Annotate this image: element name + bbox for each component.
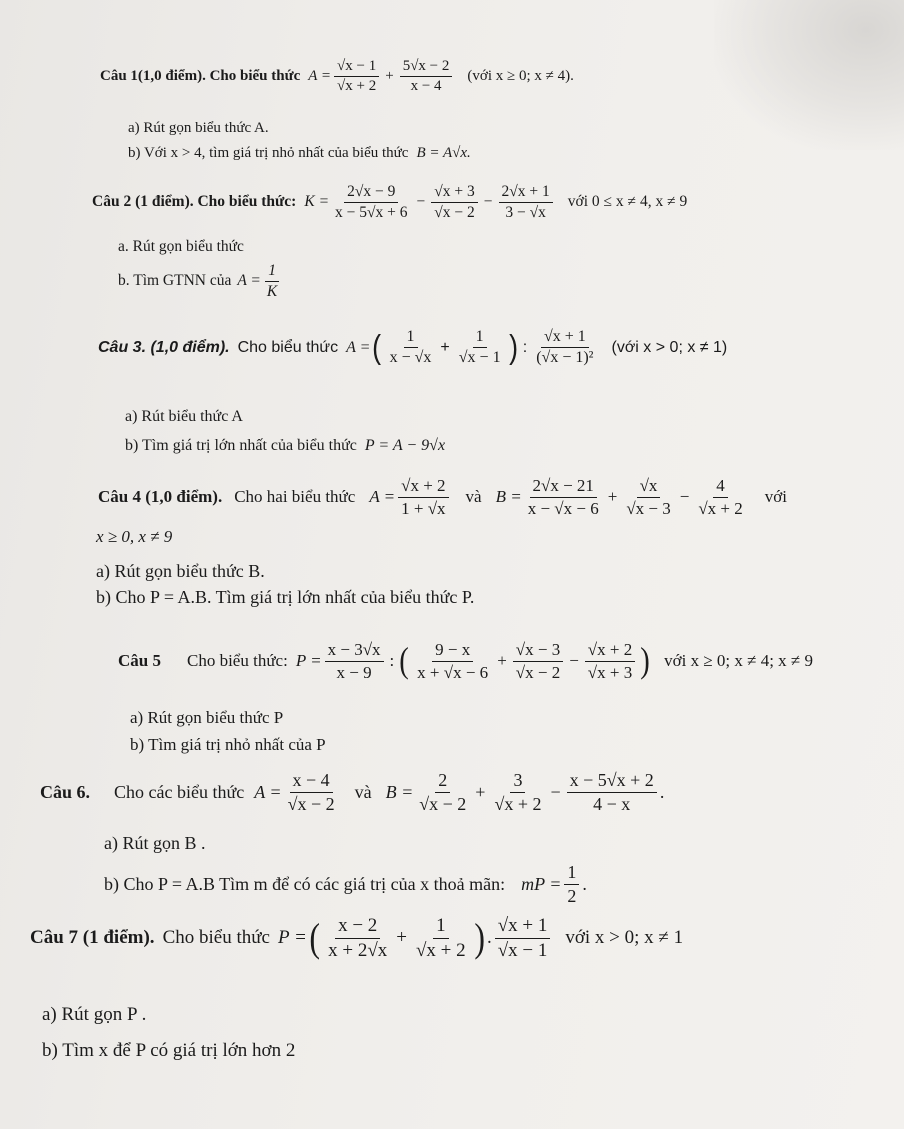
q4-fraction-a	[398, 476, 448, 518]
q7-part-b-text: b) Tìm x để P có giá trị lớn hơn 2	[42, 1040, 296, 1061]
q4-part-a-text: a) Rút gọn biểu thức B.	[96, 561, 265, 581]
plus-sign: +	[440, 338, 450, 356]
q3-f3-num: √x + 1	[541, 328, 589, 348]
q6-fraction-a	[285, 770, 338, 814]
period: .	[659, 781, 665, 802]
q6-f2-den: √x + 2	[494, 793, 542, 814]
q3-statement	[98, 328, 727, 368]
q4-fraction-2	[623, 476, 673, 518]
q4-fraction-1	[525, 476, 602, 518]
q6-part-b-fraction	[564, 862, 579, 906]
q7-f1-den: x + 2√x	[328, 939, 388, 961]
q4-with: với	[764, 487, 787, 507]
left-paren: (	[309, 915, 320, 961]
q3-f2-num: 1	[473, 328, 487, 348]
q6-fa-num: x − 4	[290, 770, 333, 793]
q6-part-a	[104, 833, 206, 854]
q2-fraction-1	[332, 183, 411, 222]
q6-part-b-lhs: mP =	[521, 873, 562, 894]
plus-sign: +	[385, 68, 394, 85]
q5-f0-num: x − 3√x	[325, 640, 384, 662]
q6-fraction-2	[491, 770, 544, 814]
q7-fraction-1	[325, 915, 390, 962]
q3-fraction-3	[533, 328, 596, 368]
q2-f1-num: 2√x − 9	[344, 183, 398, 203]
q2-part-a	[118, 238, 244, 256]
q7-f2-den: √x + 2	[415, 939, 466, 961]
q4-fa-den: 1 + √x	[401, 498, 446, 518]
q6-fraction-3	[567, 770, 657, 814]
q6-statement	[40, 770, 664, 814]
plus-sign: +	[497, 651, 507, 671]
q6-and: và	[354, 781, 372, 802]
q5-fraction-0	[325, 640, 384, 682]
q6-b-den: 2	[567, 885, 577, 906]
q6-fraction-1	[416, 770, 469, 814]
left-paren: (	[399, 640, 409, 681]
q4-f2-den: √x − 3	[626, 498, 671, 518]
q5-intro: Cho biểu thức:	[186, 651, 288, 671]
q4-f3-den: √x + 2	[698, 498, 743, 518]
q5-part-a	[130, 708, 283, 728]
q2-part-b-text: b. Tìm GTNN của	[118, 272, 232, 290]
q1-part-b	[128, 145, 471, 162]
q6-part-b-text: b) Cho P = A.B Tìm m để có các giá trị của x thoả mãn:	[104, 873, 506, 894]
minus-sign: −	[569, 651, 579, 671]
q2-f3-den: 3 − √x	[505, 203, 546, 221]
q2-f1-den: x − 5√x + 6	[335, 203, 408, 221]
right-paren: )	[640, 640, 650, 681]
minus-sign: −	[679, 487, 690, 507]
plus-sign: +	[396, 927, 407, 949]
q1-condition: (với x ≥ 0; x ≠ 4).	[467, 68, 574, 85]
q1-fraction-2	[400, 58, 453, 96]
q3-part-a-text: a) Rút biểu thức A	[125, 408, 243, 425]
q4-f1-den: x − √x − 6	[527, 498, 599, 518]
q6-f1-num: 2	[435, 770, 450, 793]
q1-f2-num: 5√x − 2	[400, 58, 453, 77]
q5-condition: với x ≥ 0; x ≠ 4; x ≠ 9	[664, 651, 814, 671]
q3-f3-den: (√x − 1)²	[536, 349, 594, 367]
q5-part-a-text: a) Rút gọn biểu thức P	[130, 708, 284, 727]
q2-condition: với 0 ≤ x ≠ 4, x ≠ 9	[567, 193, 688, 211]
q3-intro: Cho biểu thức	[237, 338, 339, 356]
q4-f1-num: 2√x − 21	[530, 476, 597, 498]
q6-lhs-a: A =	[254, 781, 282, 802]
q1-part-a-text: a) Rút gọn biểu thức A.	[128, 120, 269, 136]
q6-title: Câu 6.	[40, 781, 91, 802]
q7-title: Câu 7 (1 điểm).	[30, 927, 155, 949]
q7-f1-num: x − 2	[335, 915, 380, 939]
q4-statement	[98, 476, 787, 518]
q3-lhs: A =	[346, 338, 371, 356]
q2-f2-num: √x + 3	[431, 183, 478, 203]
minus-sign: −	[483, 193, 493, 211]
q5-f2-den: √x − 2	[515, 662, 561, 682]
q4-condition: x ≥ 0, x ≠ 9	[96, 527, 173, 546]
q3-part-b	[125, 437, 445, 455]
q4-and: và	[465, 487, 482, 507]
q4-part-b	[96, 587, 474, 608]
q7-intro: Cho biểu thức	[162, 927, 270, 949]
q1-part-b-expr: B = A√x.	[416, 145, 471, 161]
q1-part-b-text: b) Với x > 4, tìm giá trị nhỏ nhất của biểu thức	[128, 145, 409, 161]
q6-f2-num: 3	[510, 770, 525, 793]
q5-f3-den: √x + 3	[587, 662, 633, 682]
q4-f3-num: 4	[713, 476, 728, 498]
q6-part-b	[104, 862, 587, 906]
q2-title: Câu 2 (1 điểm). Cho biểu thức:	[92, 193, 297, 211]
q7-statement	[30, 915, 683, 962]
q3-part-b-expr: P = A − 9√x	[364, 437, 446, 454]
q5-fraction-2	[513, 640, 563, 682]
q1-f1-den: √x + 2	[337, 78, 377, 95]
q4-fa-num: √x + 2	[398, 476, 448, 498]
q6-f1-den: √x − 2	[419, 793, 467, 814]
q6-part-a-text: a) Rút gọn B .	[104, 833, 206, 853]
q5-f2-num: √x − 3	[513, 640, 563, 662]
q2-f3-num: 2√x + 1	[499, 183, 553, 203]
q3-f1-den: x − √x	[389, 349, 432, 367]
q2-part-b-lhs: A =	[237, 272, 261, 290]
q6-intro: Cho các biểu thức	[114, 781, 245, 802]
q2-part-b-fraction	[264, 262, 280, 301]
q7-f3-num: √x + 1	[495, 915, 551, 939]
q2-b-num: 1	[265, 262, 279, 282]
q6-f3-num: x − 5√x + 2	[567, 770, 657, 793]
q6-f3-den: 4 − x	[593, 793, 631, 814]
q2-part-b	[118, 262, 283, 301]
plus-sign: +	[607, 487, 618, 507]
q5-fraction-3	[585, 640, 635, 682]
q3-f1-num: 1	[404, 328, 418, 348]
q1-lhs: A =	[308, 68, 332, 85]
q3-title: Câu 3. (1,0 điểm).	[98, 338, 230, 356]
background-shade	[714, 0, 904, 150]
q1-part-a	[128, 120, 269, 137]
q4-condition-line	[96, 527, 172, 547]
q3-fraction-1	[387, 328, 435, 368]
q5-f3-num: √x + 2	[585, 640, 635, 662]
q4-title: Câu 4 (1,0 điểm).	[98, 487, 223, 507]
minus-sign: −	[416, 193, 426, 211]
plus-sign: +	[475, 781, 486, 802]
q5-f1-den: x + √x − 6	[417, 662, 489, 682]
q6-lhs-b: B =	[385, 781, 414, 802]
q4-f2-num: √x	[637, 476, 661, 498]
right-paren: )	[508, 329, 518, 367]
right-paren: )	[473, 915, 485, 961]
q7-lhs: P =	[277, 927, 307, 949]
left-paren: (	[372, 329, 382, 367]
division-sign: :	[522, 338, 528, 356]
q4-lhs-a: A =	[369, 487, 396, 507]
q3-condition: (với x > 0; x ≠ 1)	[611, 338, 728, 356]
q5-lhs: P =	[295, 651, 322, 671]
q6-b-num: 1	[564, 862, 579, 885]
period: .	[582, 873, 587, 894]
q7-f2-num: 1	[433, 915, 449, 939]
q5-fraction-1	[414, 640, 491, 682]
q2-part-a-text: a. Rút gọn biểu thức	[118, 238, 244, 255]
q3-part-a	[125, 408, 243, 426]
q3-f2-den: √x − 1	[458, 349, 501, 367]
q6-fa-den: √x − 2	[287, 793, 335, 814]
q7-fraction-3	[495, 915, 551, 962]
q7-f3-den: √x − 1	[497, 939, 548, 961]
q5-f0-den: x − 9	[336, 662, 372, 682]
q4-intro: Cho hai biểu thức	[234, 487, 356, 507]
q5-f1-num: 9 − x	[432, 640, 473, 662]
q7-part-a	[42, 1004, 146, 1026]
q1-f2-den: x − 4	[410, 78, 442, 95]
q2-fraction-2	[431, 183, 478, 222]
q3-fraction-2	[456, 328, 504, 368]
q2-fraction-3	[499, 183, 553, 222]
q4-part-b-text: b) Cho P = A.B. Tìm giá trị lớn nhất của biểu thức P.	[96, 587, 475, 607]
q5-title: Câu 5	[118, 651, 161, 671]
q7-part-b	[42, 1040, 295, 1062]
q4-lhs-b: B =	[495, 487, 522, 507]
q7-fraction-2	[413, 915, 469, 962]
q2-b-den: K	[266, 282, 278, 300]
q4-part-a	[96, 561, 265, 582]
q2-lhs: K =	[304, 193, 330, 211]
multiply-dot: .	[486, 927, 492, 949]
q7-condition: với x > 0; x ≠ 1	[565, 927, 684, 949]
q7-part-a-text: a) Rút gọn P .	[42, 1004, 147, 1025]
q1-fraction-1	[334, 58, 379, 96]
q5-part-b	[130, 735, 326, 755]
q5-part-b-text: b) Tìm giá trị nhỏ nhất của P	[130, 735, 326, 754]
q2-statement	[92, 183, 687, 222]
q5-statement	[118, 640, 813, 682]
minus-sign: −	[550, 781, 561, 802]
q3-part-b-text: b) Tìm giá trị lớn nhất của biểu thức	[125, 437, 357, 454]
q1-f1-num: √x − 1	[334, 58, 379, 77]
q1-statement	[100, 58, 574, 96]
q2-f2-den: √x − 2	[434, 203, 475, 221]
division-sign: :	[389, 651, 395, 671]
q1-title: Câu 1(1,0 điểm). Cho biểu thức	[100, 68, 301, 85]
q4-fraction-3	[695, 476, 745, 518]
